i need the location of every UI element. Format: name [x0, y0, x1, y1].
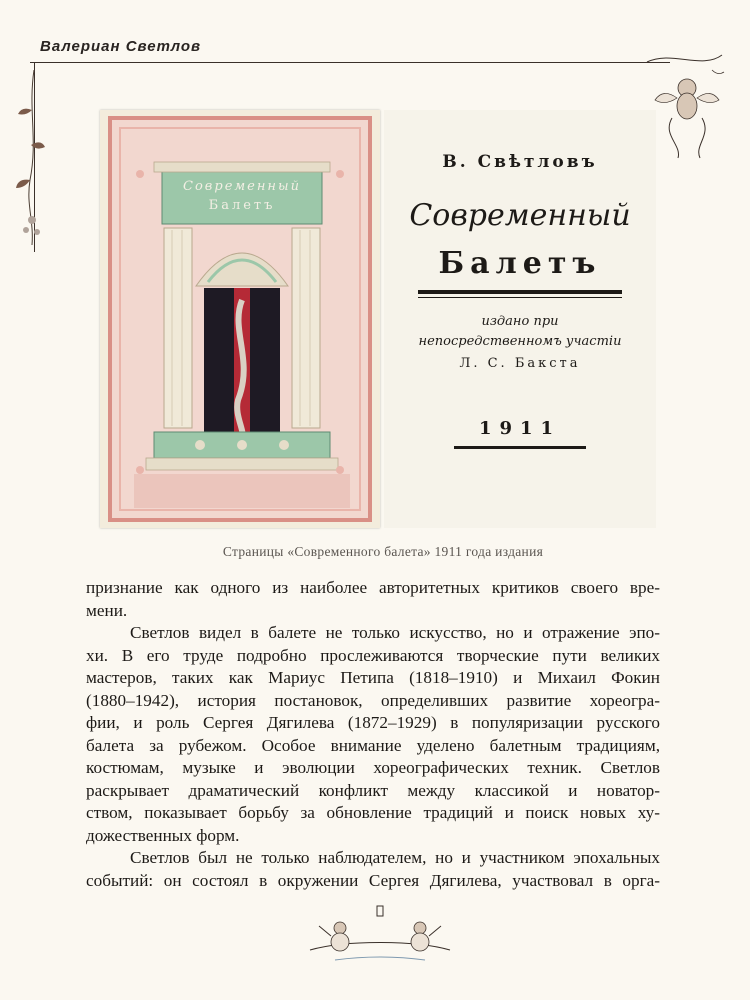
body-line: мени. — [86, 600, 128, 620]
cover-illustration — [100, 110, 380, 528]
body-line: хи. В его труде подробно прослеживаются творческие пути великих — [86, 645, 660, 665]
title-page-publisher-line1: издано при — [481, 314, 559, 329]
title-page-plate — [384, 110, 656, 528]
body-line: (1880–1942), история постановок, определивших развитие хореогра- — [86, 690, 660, 710]
vine-ornament-icon — [8, 70, 48, 250]
body-text — [86, 577, 660, 892]
cover-title-line2: Балетъ — [208, 198, 276, 213]
running-header: Валериан Светлов — [40, 38, 202, 55]
title-page-publisher-line3: Л. С. Бакста — [459, 356, 581, 371]
body-line: дожественных форм. — [86, 825, 240, 845]
body-line: балета за рубежом. Особое внимание уделено балетным традициям, — [86, 735, 660, 755]
title-page-title-line1: Современный — [409, 198, 631, 233]
title-page-rule-thin — [418, 297, 622, 298]
body-line: ством, показывает борьбу за обновление традиций и поиск новых ху- — [86, 803, 660, 822]
body-line: костюмам, музыке и эволюции хореографических техник. Светлов — [86, 758, 660, 777]
dancing-figures-ornament-icon — [305, 900, 455, 970]
body-line: фии, и роль Сергея Дягилева (1872–1929) в популяризации русского — [86, 713, 660, 732]
title-page-publisher-line2: непосредственномъ участіи — [418, 334, 622, 349]
title-page-author: В. Свѣтловъ — [442, 152, 598, 172]
body-line: мастеров, таких как Мариус Петипа (1818–1910) и Михаил Фокин — [86, 668, 660, 687]
body-line: Светлов был не только наблюдателем, но и участником эпохальных — [130, 848, 660, 867]
title-page-year-rule — [454, 446, 586, 449]
cover-illustration-plate — [100, 110, 380, 528]
title-page-title-line2: Балетъ — [438, 246, 602, 281]
title-page-rule — [418, 290, 622, 294]
body-line: Светлов видел в балете не только искусство, но и отражение эпо- — [130, 623, 660, 642]
body-line: признание как одного из наиболее авторитетных критиков своего вре- — [86, 578, 660, 597]
title-page-year: 1911 — [478, 418, 562, 439]
figure-caption: Страницы «Современного балета» 1911 года издания — [222, 544, 544, 559]
body-line: раскрывает драматический конфликт между классикой и новатор- — [86, 780, 660, 800]
header-rule — [30, 62, 670, 63]
cover-title-line1: Современный — [183, 179, 301, 194]
body-line: событий: он состоял в окружении Сергея Дягилева, участвовал в орга- — [86, 870, 660, 890]
